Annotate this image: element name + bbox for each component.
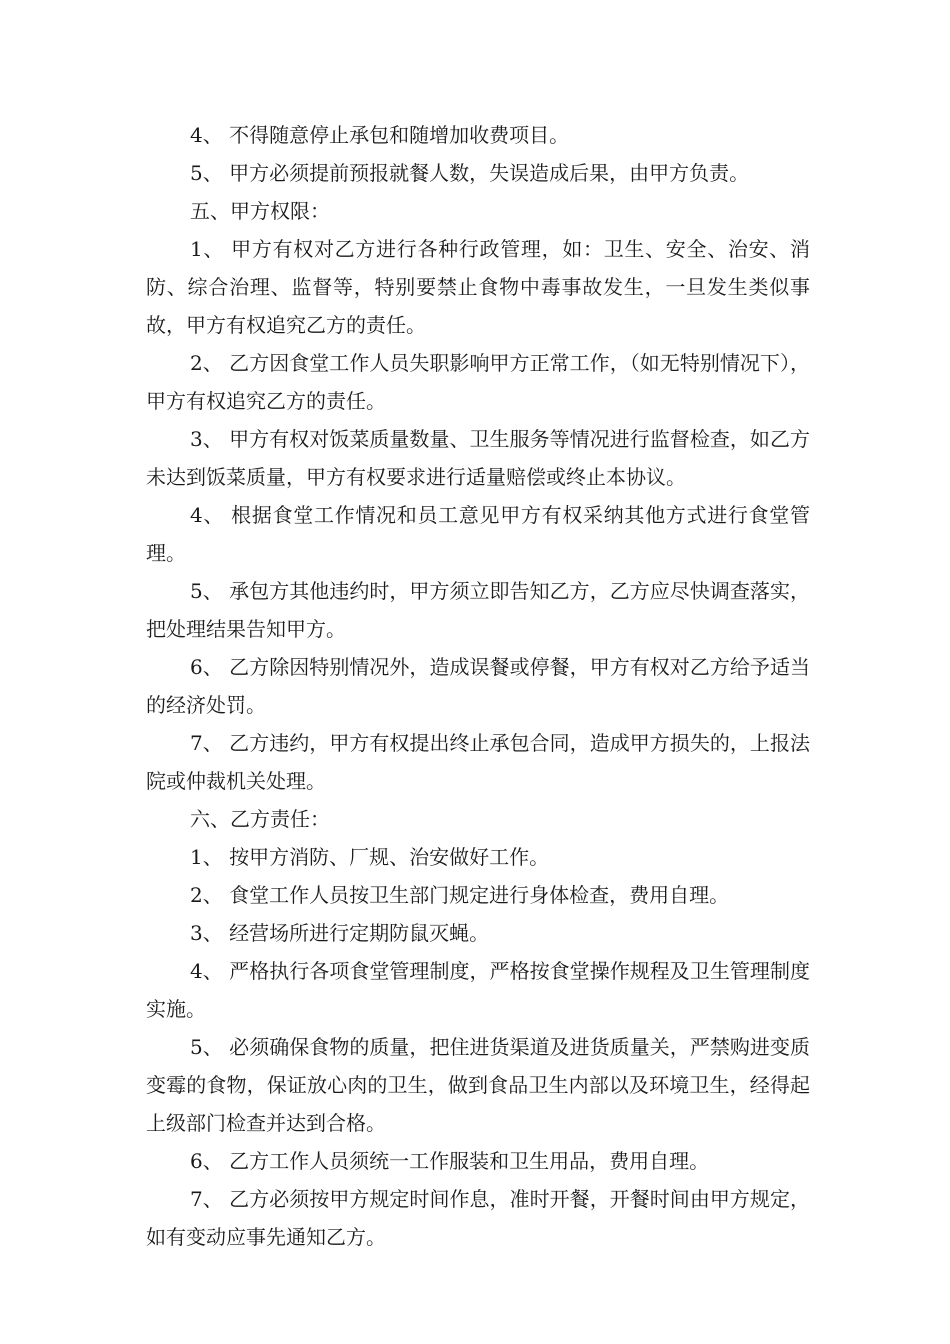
clause-duties-7: 7、 乙方必须按甲方规定时间作息，准时开餐，开餐时间由甲方规定，如有变动应事先通知乙方。 <box>146 1187 810 1249</box>
document-body <box>146 116 810 1256</box>
clause-rights-3: 3、 甲方有权对饭菜质量数量、卫生服务等情况进行监督检查，如乙方未达到饭菜质量，甲方有权要求进行适量赔偿或终止本协议。 <box>146 427 810 489</box>
clause-jia-4: 4、 不得随意停止承包和随增加收费项目。 <box>190 123 570 147</box>
clause-duties-2: 2、 食堂工作人员按卫生部门规定进行身体检查，费用自理。 <box>190 883 730 907</box>
clause-rights-7: 7、 乙方违约，甲方有权提出终止承包合同，造成甲方损失的，上报法院或仲裁机关处理。 <box>146 731 810 793</box>
clause-jia-5: 5、 甲方必须提前预报就餐人数，失误造成后果，由甲方负责。 <box>190 161 750 185</box>
section-heading-jia-rights: 五、甲方权限： <box>190 199 330 223</box>
clause-rights-2: 2、 乙方因食堂工作人员失职影响甲方正常工作，（如无特别情况下），甲方有权追究乙方的责任。 <box>146 351 810 413</box>
clause-rights-6: 6、 乙方除因特别情况外，造成误餐或停餐，甲方有权对乙方给予适当的经济处罚。 <box>146 655 810 717</box>
clause-rights-5: 5、 承包方其他违约时，甲方须立即告知乙方，乙方应尽快调查落实，把处理结果告知甲方。 <box>146 579 810 641</box>
clause-duties-1: 1、 按甲方消防、厂规、治安做好工作。 <box>190 845 550 869</box>
clause-rights-4: 4、 根据食堂工作情况和员工意见甲方有权采纳其他方式进行食堂管理。 <box>146 503 810 565</box>
clause-duties-6: 6、 乙方工作人员须统一工作服装和卫生用品，费用自理。 <box>190 1149 710 1173</box>
clause-duties-4: 4、 严格执行各项食堂管理制度，严格按食堂操作规程及卫生管理制度实施。 <box>146 959 810 1021</box>
section-heading-yi-duties: 六、乙方责任： <box>190 807 330 831</box>
clause-duties-5: 5、 必须确保食物的质量，把住进货渠道及进货质量关，严禁购进变质变霉的食物，保证放心肉的卫生，做到食品卫生内部以及环境卫生，经得起上级部门检查并达到合格。 <box>146 1035 810 1135</box>
clause-duties-3: 3、 经营场所进行定期防鼠灭蝇。 <box>190 921 490 945</box>
clause-rights-1: 1、 甲方有权对乙方进行各种行政管理，如：卫生、安全、治安、消防、综合治理、监督等，特别要禁止食物中毒事故发生，一旦发生类似事故，甲方有权追究乙方的责任。 <box>146 237 810 337</box>
